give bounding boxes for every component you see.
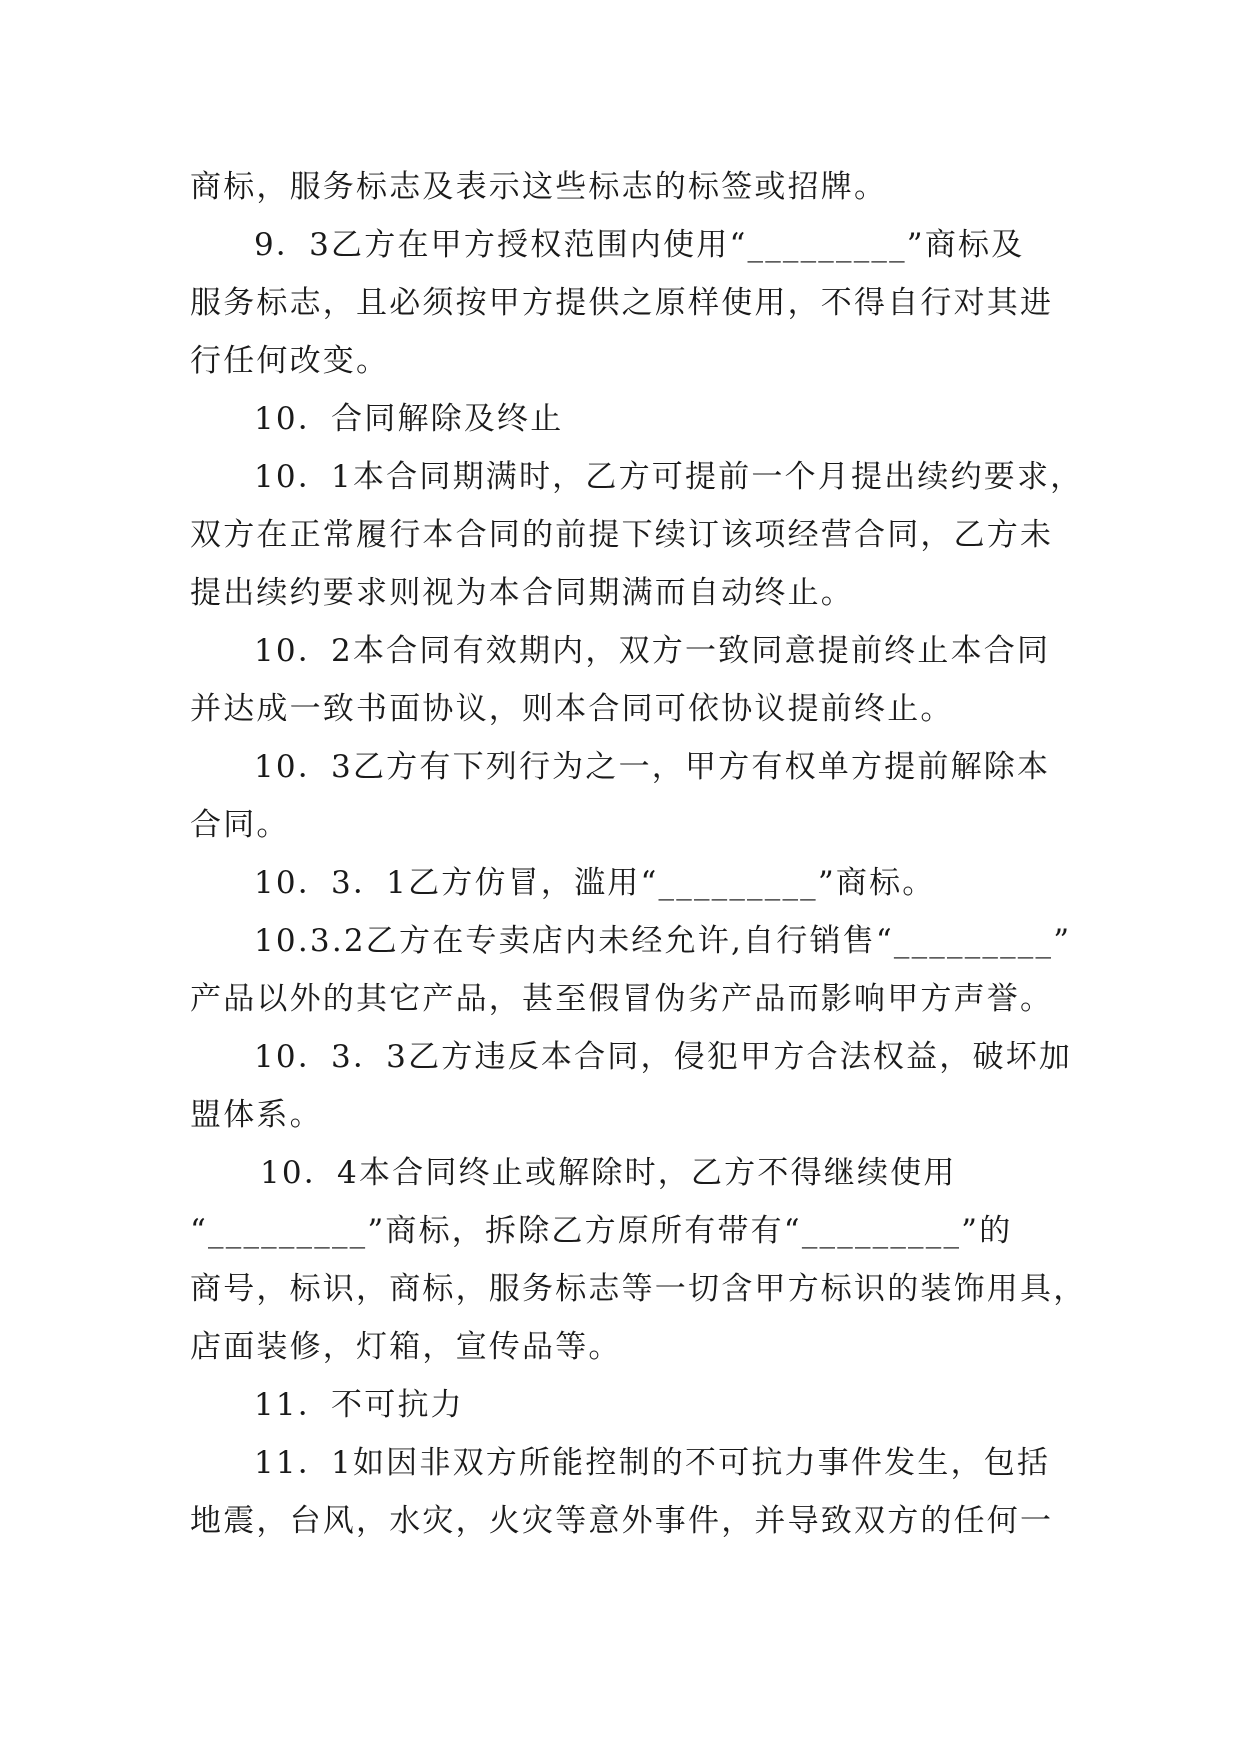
text-line: 提出续约要求则视为本合同期满而自动终止。 [190,575,854,611]
text-line: 10．3．3乙方违反本合同，侵犯甲方合法权益，破坏加 [254,1039,1073,1075]
text-line: 11．不可抗力 [254,1387,464,1423]
text-line: 商号，标识，商标，服务标志等一切含甲方标识的装饰用具， [190,1271,1087,1307]
text-line: 10．4本合同终止或解除时，乙方不得继续使用 [260,1155,957,1191]
text-line: 双方在正常履行本合同的前提下续订该项经营合同，乙方未 [190,517,1054,553]
text-line: 10．3乙方有下列行为之一，甲方有权单方提前解除本 [254,749,1051,785]
text-line: 并达成一致书面协议，则本合同可依协议提前终止。 [190,691,954,727]
text-line: 行任何改变。 [190,343,390,379]
text-line: 地震，台风，水灾，火灾等意外事件，并导致双方的任何一 [190,1503,1054,1539]
text-line: 9．3乙方在甲方授权范围内使用“_________”商标及 [254,227,1025,263]
text-line: 10.3.2乙方在专卖店内未经允许,自行销售“_________” [254,923,1072,959]
text-line: 11．1如因非双方所能控制的不可抗力事件发生，包括 [254,1445,1051,1481]
text-line: 产品以外的其它产品，甚至假冒伪劣产品而影响甲方声誉。 [190,981,1054,1017]
text-line: 服务标志，且必须按甲方提供之原样使用，不得自行对其进 [190,285,1054,321]
text-line: 合同。 [190,807,290,843]
text-line: 10．1本合同期满时，乙方可提前一个月提出续约要求， [254,459,1084,495]
text-line: “_________”商标，拆除乙方原所有带有“_________”的 [190,1213,1013,1249]
text-line: 盟体系。 [190,1097,323,1133]
text-line: 商标，服务标志及表示这些标志的标签或招牌。 [190,169,888,205]
contract-body [190,158,1090,1550]
text-line: 10．2本合同有效期内，双方一致同意提前终止本合同 [254,633,1051,669]
text-line: 10．合同解除及终止 [254,401,564,437]
text-line: 10．3．1乙方仿冒，滥用“_________”商标。 [254,865,936,901]
text-line: 店面装修，灯箱，宣传品等。 [190,1329,622,1365]
